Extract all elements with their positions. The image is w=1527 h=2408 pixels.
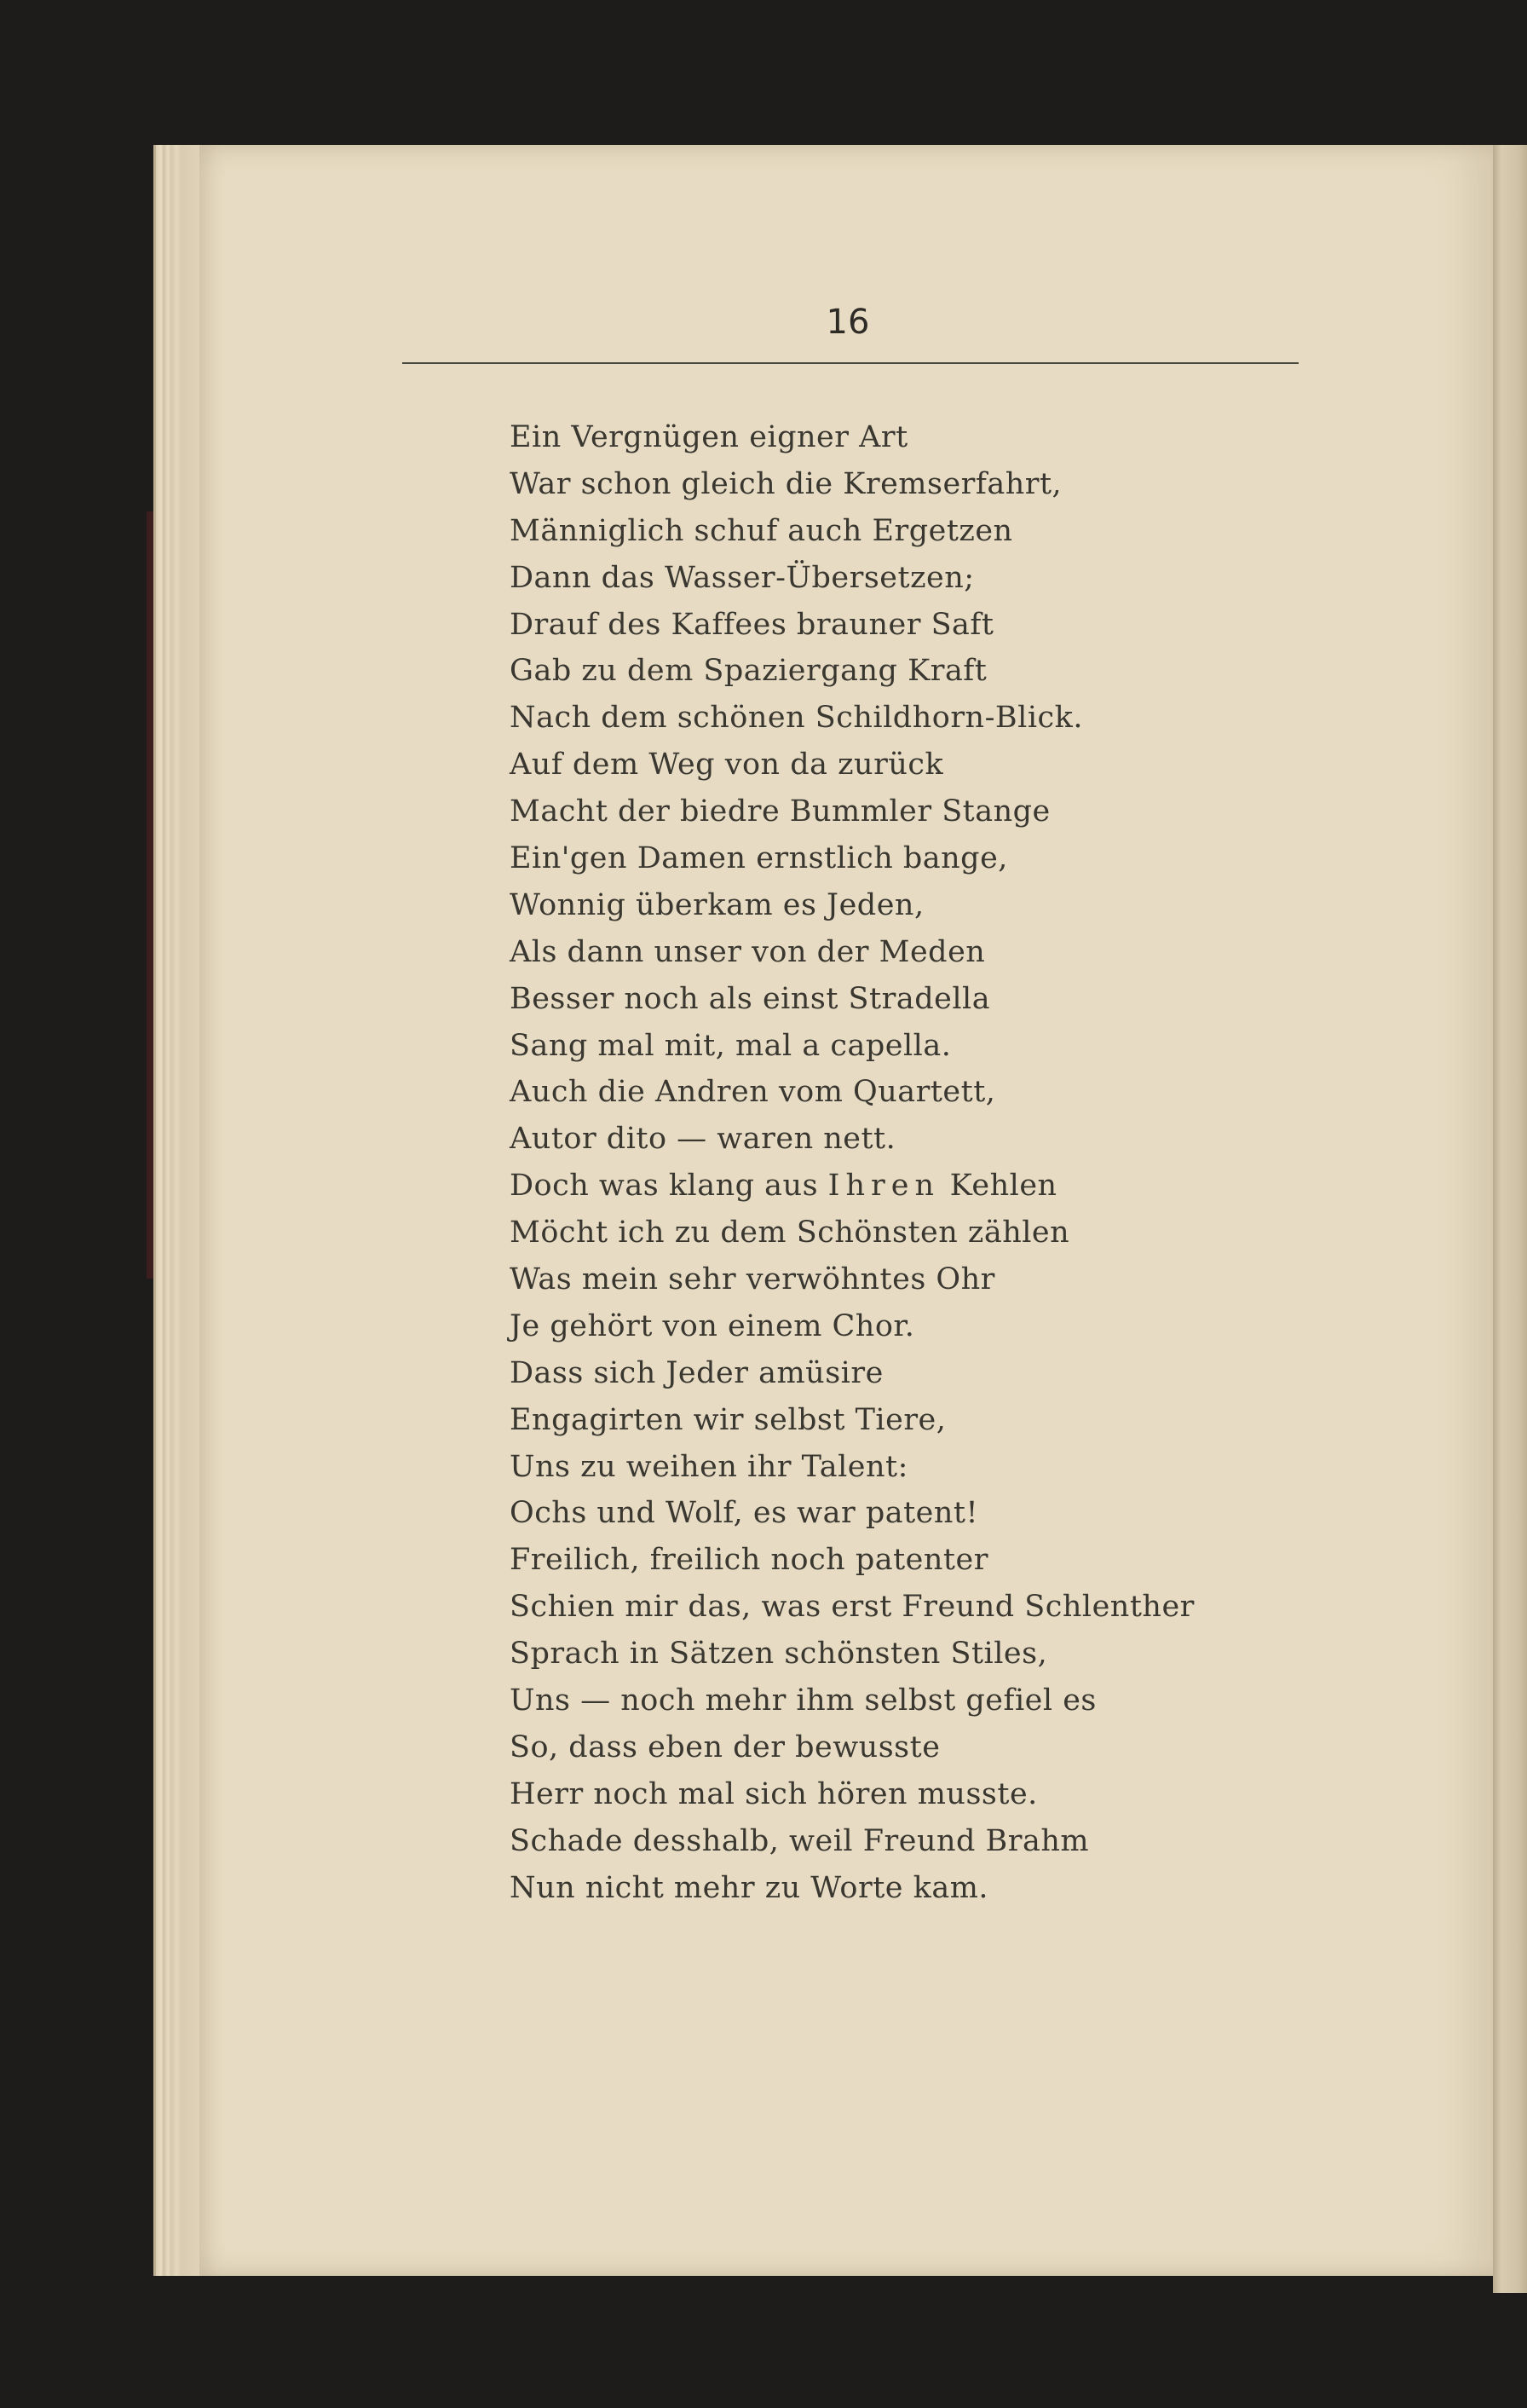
emphasized-word: Ihren [827,1169,941,1204]
poem-line: Dass sich Jeder amüsire [510,1355,884,1390]
poem-line: Möcht ich zu dem Schönsten zählen [510,1216,1070,1250]
poem-line: Je gehört von einem Chor. [510,1308,915,1343]
book-spine-edge [147,511,153,1279]
poem-line: Freilich, freilich noch patenter [510,1543,988,1578]
poem-line: Wonnig überkam es Jeden, [510,887,925,922]
poem-text [510,414,1490,1912]
poem-line: Als dann unser von der Meden [510,934,986,969]
poem-line: So, dass eben der bewusste [510,1729,941,1764]
poem-line: Uns zu weihen ihr Talent: [510,1449,908,1484]
poem-line: Auch die Andren vom Quartett, [510,1075,996,1110]
poem-line: Was mein sehr verwöhntes Ohr [510,1262,995,1297]
poem-line-end: Kehlen [949,1169,1057,1204]
poem-line: Nach dem schönen Schildhorn-Blick. [510,701,1083,736]
poem-line: Ein'gen Damen ernstlich bange, [510,841,1008,876]
poem-line [510,1163,1490,1210]
poem-line: Gab zu dem Spaziergang Kraft [510,654,988,689]
facing-page-edge [1493,145,1527,2293]
poem-line: Drauf des Kaffees brauner Saft [510,607,994,642]
poem-line: Engagirten wir selbst Tiere, [510,1402,947,1437]
poem-line: War schon gleich die Kremserfahrt, [510,466,1063,501]
poem-line: Herr noch mal sich hören musste. [510,1776,1038,1811]
poem-line: Sang mal mit, mal a capella. [510,1028,952,1063]
poem-line: Ein Vergnügen eigner Art [510,420,908,454]
poem-line: Sprach in Sätzen schönsten Stiles, [510,1637,1048,1672]
poem-line: Uns — noch mehr ihm selbst gefiel es [510,1683,1097,1718]
poem-line: Besser noch als einst Stradella [510,981,991,1016]
page-number: 16 [826,303,870,342]
header-rule [402,362,1299,364]
poem-line-start: Doch was klang aus [510,1169,819,1204]
poem-line: Nun nicht mehr zu Worte kam. [510,1870,989,1905]
poem-line: Dann das Wasser-Übersetzen; [510,560,975,595]
poem-line: Macht der biedre Bummler Stange [510,794,1051,829]
poem-line: Schien mir das, was erst Freund Schlenther [510,1590,1195,1625]
poem-line: Schade desshalb, weil Freund Brahm [510,1823,1090,1858]
poem-line: Auf dem Weg von da zurück [510,748,944,782]
poem-line: Autor dito — waren nett. [510,1122,896,1157]
poem-line: Ochs und Wolf, es war patent! [510,1496,979,1531]
poem-line: Männiglich schuf auch Ergetzen [510,513,1013,548]
